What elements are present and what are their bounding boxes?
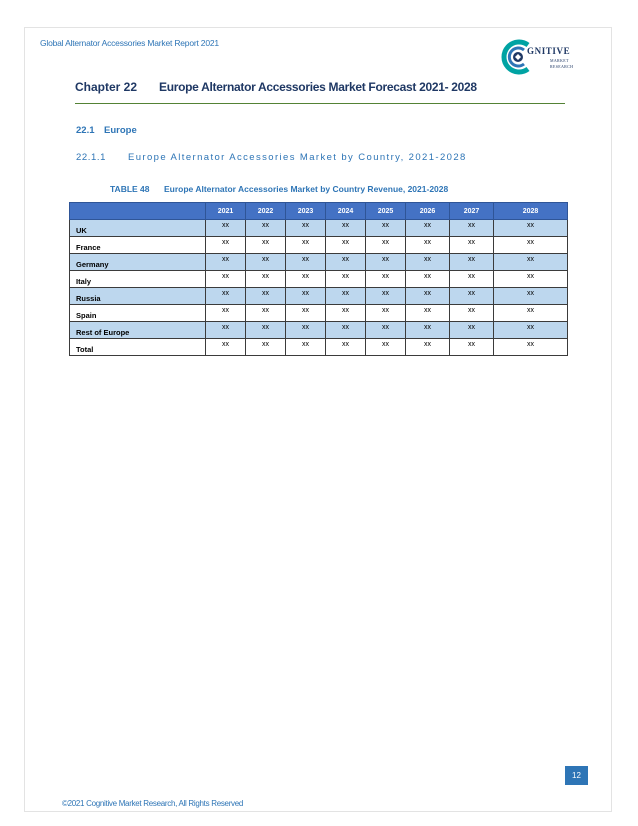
logo-sub-market: MARKET [550, 58, 569, 63]
table-cell: xx [206, 288, 246, 305]
row-label: Germany [70, 254, 206, 271]
table-cell: xx [286, 237, 326, 254]
row-label: France [70, 237, 206, 254]
chapter-number: Chapter 22 [75, 80, 138, 94]
table-row [70, 271, 568, 288]
table-cell: xx [494, 220, 568, 237]
column-header: 2023 [286, 203, 326, 220]
logo-sub-research: RESEARCH [550, 64, 574, 69]
table-row [70, 339, 568, 356]
column-header: 2028 [494, 203, 568, 220]
table-number: TABLE 48 [110, 184, 150, 194]
table-cell: xx [286, 254, 326, 271]
table-cell: xx [450, 322, 494, 339]
row-label: Russia [70, 288, 206, 305]
table-cell: xx [326, 305, 366, 322]
page-number: 12 [565, 766, 588, 785]
chapter-title: Europe Alternator Accessories Market Forecast 2021- 2028 [159, 80, 477, 94]
table-cell: xx [406, 339, 450, 356]
table-cell: xx [286, 271, 326, 288]
logo-c-icon [500, 37, 536, 77]
table-cell: xx [206, 339, 246, 356]
table-header-row [70, 203, 568, 220]
table-cell: xx [450, 220, 494, 237]
column-header: 2024 [326, 203, 366, 220]
table-cell: xx [494, 288, 568, 305]
table-cell: xx [406, 254, 450, 271]
table-row [70, 237, 568, 254]
chapter-divider [75, 103, 565, 104]
table-cell: xx [366, 322, 406, 339]
table-cell: xx [366, 271, 406, 288]
table-cell: xx [494, 254, 568, 271]
column-header: 2022 [246, 203, 286, 220]
table-cell: xx [206, 305, 246, 322]
table-row [70, 288, 568, 305]
column-header: 2021 [206, 203, 246, 220]
company-logo [500, 37, 592, 79]
table-cell: xx [326, 322, 366, 339]
table-cell: xx [206, 254, 246, 271]
table-cell: xx [286, 322, 326, 339]
table-cell: xx [494, 271, 568, 288]
table-cell: xx [366, 288, 406, 305]
table-cell: xx [206, 322, 246, 339]
report-title-header: Global Alternator Accessories Market Report 2021 [40, 38, 219, 48]
row-label: Italy [70, 271, 206, 288]
column-header: 2026 [406, 203, 450, 220]
table-cell: xx [450, 237, 494, 254]
table-row [70, 254, 568, 271]
subsection-heading [76, 152, 467, 163]
row-label: Spain [70, 305, 206, 322]
table-cell: xx [286, 288, 326, 305]
column-header: 2027 [450, 203, 494, 220]
table-cell: xx [366, 237, 406, 254]
table-cell: xx [246, 322, 286, 339]
table-cell: xx [326, 254, 366, 271]
subsection-title: Europe Alternator Accessories Market by Country, 2021-2028 [128, 152, 467, 163]
table-cell: xx [450, 271, 494, 288]
section-heading [76, 125, 137, 136]
table-cell: xx [326, 271, 366, 288]
table-cell: xx [450, 288, 494, 305]
page-border [24, 27, 612, 812]
table-cell: xx [494, 322, 568, 339]
table-cell: xx [246, 288, 286, 305]
table-caption [110, 184, 448, 194]
table-cell: xx [246, 339, 286, 356]
section-number: 22.1 [76, 125, 95, 136]
table-cell: xx [366, 220, 406, 237]
table-cell: xx [406, 220, 450, 237]
table-cell: xx [406, 237, 450, 254]
table-cell: xx [450, 305, 494, 322]
row-label: UK [70, 220, 206, 237]
table-row [70, 322, 568, 339]
table-cell: xx [326, 339, 366, 356]
footer-copyright: ©2021 Cognitive Market Research, All Rights Reserved [62, 799, 244, 808]
row-label: Total [70, 339, 206, 356]
country-revenue-table [69, 202, 568, 356]
table-cell: xx [406, 271, 450, 288]
table-cell: xx [494, 237, 568, 254]
header-corner-cell [70, 203, 206, 220]
table-cell: xx [206, 271, 246, 288]
table-cell: xx [246, 271, 286, 288]
table-cell: xx [206, 237, 246, 254]
section-title: Europe [104, 125, 137, 136]
table-cell: xx [326, 288, 366, 305]
table-cell: xx [406, 322, 450, 339]
subsection-number: 22.1.1 [76, 152, 107, 163]
table-cell: xx [366, 254, 406, 271]
table-cell: xx [326, 237, 366, 254]
table-cell: xx [494, 305, 568, 322]
table-cell: xx [286, 305, 326, 322]
table-cell: xx [450, 254, 494, 271]
table-cell: xx [206, 220, 246, 237]
table-cell: xx [406, 305, 450, 322]
table-row [70, 220, 568, 237]
table-cell: xx [366, 305, 406, 322]
table-cell: xx [494, 339, 568, 356]
row-label: Rest of Europe [70, 322, 206, 339]
table-cell: xx [366, 339, 406, 356]
table-cell: xx [246, 220, 286, 237]
table-cell: xx [326, 220, 366, 237]
table-cell: xx [286, 339, 326, 356]
table-cell: xx [246, 254, 286, 271]
table-cell: xx [450, 339, 494, 356]
table-cell: xx [246, 237, 286, 254]
logo-wordmark: GNITIVE [527, 46, 571, 56]
table-cell: xx [246, 305, 286, 322]
table-cell: xx [406, 288, 450, 305]
table-cell: xx [286, 220, 326, 237]
table-title: Europe Alternator Accessories Market by Country Revenue, 2021-2028 [164, 184, 449, 194]
column-header: 2025 [366, 203, 406, 220]
table-row [70, 305, 568, 322]
